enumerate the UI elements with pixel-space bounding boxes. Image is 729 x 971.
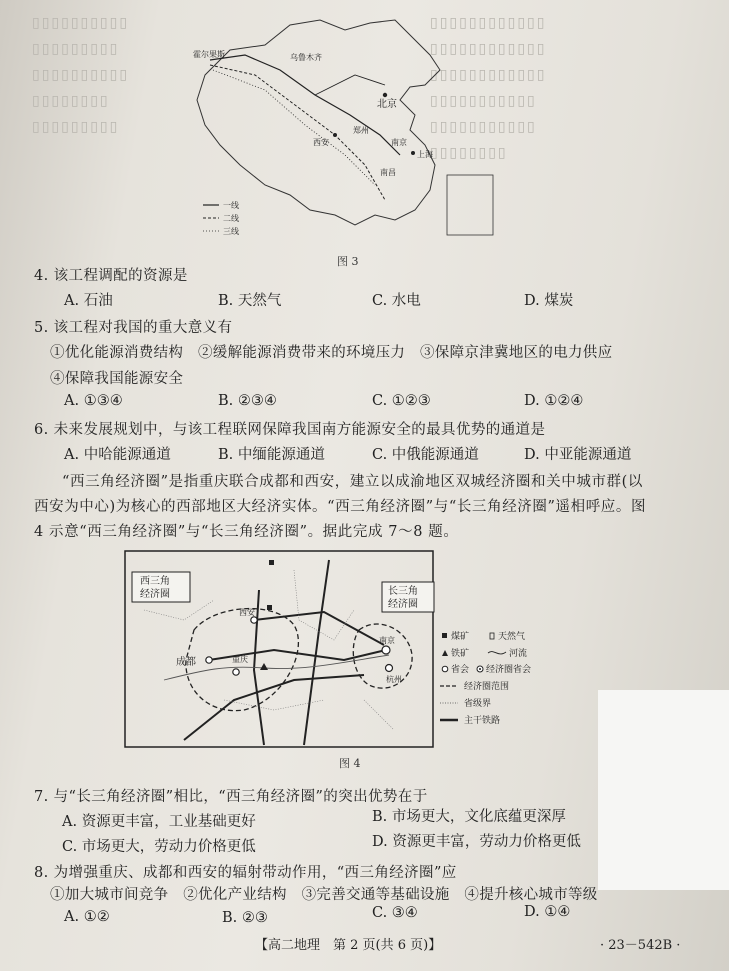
south-sea-inset	[447, 175, 493, 235]
q8-option-b[interactable]: B. ②③	[222, 910, 268, 926]
q7-option-a[interactable]: A. 资源更丰富，工业基础更好	[62, 814, 256, 830]
page-footer-center: 【高二地理 第 2 页(共 6 页)】	[255, 938, 442, 953]
label-beijing: 北京	[377, 99, 397, 110]
bleed-through-right: ▯▯▯▯▯▯▯▯▯▯▯▯ ▯▯▯▯▯▯▯▯▯▯▯▯ ▯▯▯▯▯▯▯▯▯▯▯▯ ▯▯▯▯▯▯▯▯▯▯▯ ▯▯▯▯▯▯▯▯▯▯▯ ▯▯▯▯▯▯▯▯	[430, 15, 547, 161]
figure3-map	[185, 15, 515, 250]
q6-option-b[interactable]: B. 中缅能源通道	[218, 447, 325, 463]
q4-option-b[interactable]: B. 天然气	[218, 293, 282, 309]
q8-option-a[interactable]: A. ①②	[64, 909, 110, 925]
q4-option-a[interactable]: A. 石油	[64, 293, 113, 309]
figure4-caption: 图 4	[339, 757, 361, 770]
q8-stem: 8. 为增强重庆、成都和西安的辐射带动作用，“西三角经济圈”应	[34, 865, 457, 881]
q7-option-b[interactable]: B. 市场更大，文化底蕴更深厚	[372, 809, 566, 825]
legend-circle-capital: 经济圈省会	[486, 665, 532, 675]
city-xian	[251, 617, 257, 623]
q5-option-d[interactable]: D. ①②④	[524, 393, 584, 409]
passage-line2: 西安为中心)为核心的西部地区大经济实体。“西三角经济圈”与“长三角经济圈”遥相呼应。图	[34, 499, 647, 515]
railway-3	[184, 675, 364, 740]
pipeline-branch-north	[315, 75, 385, 95]
label-nanjing: 南京	[391, 138, 407, 147]
label-xian-fig4: 西安	[239, 608, 255, 617]
label-zhengzhou: 郑州	[353, 126, 369, 135]
legend-line-2: 二线	[223, 214, 239, 223]
box-east-line1: 长三角	[388, 586, 418, 597]
city-hangzhou	[386, 665, 393, 672]
figure4-map	[124, 550, 534, 750]
pipeline-line-3	[213, 70, 375, 185]
city-nanjing	[382, 646, 390, 654]
railway-4	[304, 560, 329, 745]
q6-option-d[interactable]: D. 中亚能源通道	[524, 447, 632, 463]
legend-capital: 省会	[451, 665, 470, 675]
q8-option-d[interactable]: D. ①④	[524, 904, 571, 920]
legend-line-3: 三线	[223, 227, 239, 236]
box-west-line1: 西三角	[140, 576, 170, 587]
label-urumqi: 乌鲁木齐	[290, 53, 322, 62]
label-chongqing-fig4: 重庆	[232, 655, 248, 664]
box-east-line2: 经济圈	[388, 599, 418, 610]
q7-option-d[interactable]: D. 资源更丰富，劳动力价格更低	[372, 834, 581, 850]
city-chengdu	[206, 657, 212, 663]
label-nanchang: 南昌	[380, 168, 396, 177]
q5-option-b[interactable]: B. ②③④	[218, 393, 277, 409]
q4-option-c[interactable]: C. 水电	[372, 293, 421, 309]
label-hangzhou-fig4: 杭州	[386, 675, 402, 684]
q6-stem: 6. 未来发展规划中，与该工程联网保障我国南方能源安全的最具优势的通道是	[34, 422, 546, 438]
box-west-line2: 经济圈	[140, 589, 170, 600]
figure3-caption: 图 3	[337, 255, 359, 268]
q5-items-line2: ④保障我国能源安全	[50, 371, 184, 387]
q5-stem: 5. 该工程对我国的重大意义有	[34, 320, 233, 336]
city-dot-xian	[333, 133, 337, 137]
legend-iron: 铁矿	[451, 649, 470, 659]
q8-items: ①加大城市间竞争 ②优化产业结构 ③完善交通等基础设施 ④提升核心城市等级	[50, 887, 598, 903]
q6-option-c[interactable]: C. 中俄能源通道	[372, 447, 479, 463]
legend-circle-range: 经济圈范围	[464, 682, 510, 692]
label-xian: 西安	[313, 138, 329, 147]
bleed-through-left: ▯▯▯▯▯▯▯▯▯▯ ▯▯▯▯▯▯▯▯▯ ▯▯▯▯▯▯▯▯▯▯ ▯▯▯▯▯▯▯▯ ▯▯▯▯▯▯▯▯▯	[32, 15, 130, 135]
q4-option-d[interactable]: D. 煤炭	[524, 293, 574, 309]
iron-mine-marker	[260, 663, 268, 670]
legend-coal: 煤矿	[451, 632, 470, 642]
label-chengdu-fig4: 成都	[176, 657, 196, 668]
pipeline-line-1	[210, 55, 400, 155]
legend-province-border: 省级界	[464, 699, 492, 709]
coal-mine-marker-2	[269, 560, 274, 565]
label-nanjing-fig4: 南京	[379, 636, 395, 645]
q8-option-c[interactable]: C. ③④	[372, 905, 418, 921]
city-dot-shanghai	[411, 151, 415, 155]
q5-option-a[interactable]: A. ①③④	[64, 393, 123, 409]
coal-mine-marker	[267, 605, 272, 610]
label-khorgas: 霍尔果斯	[193, 50, 225, 59]
q7-option-c[interactable]: C. 市场更大，劳动力价格更低	[62, 839, 256, 855]
light-glare	[598, 690, 729, 890]
legend-river: 河流	[509, 649, 528, 659]
q5-items-line1: ①优化能源消费结构 ②缓解能源消费带来的环境压力 ③保障京津冀地区的电力供应	[50, 345, 613, 361]
label-shanghai: 上海	[417, 150, 433, 159]
passage-line3: 4 示意“西三角经济圈”与“长三角经济圈”。据此完成 7～8 题。	[34, 524, 459, 540]
legend-line-1: 一线	[223, 201, 239, 210]
q6-option-a[interactable]: A. 中哈能源通道	[64, 447, 171, 463]
city-dot-beijing	[383, 93, 387, 97]
passage-line1: “西三角经济圈”是指重庆联合成都和西安，建立以成渝地区双城经济圈和关中城市群(以	[62, 474, 643, 490]
page-footer-code: · 23－542B ·	[600, 938, 681, 953]
q4-stem: 4. 该工程调配的资源是	[34, 268, 188, 284]
city-chongqing	[233, 669, 239, 675]
legend-gas: 天然气	[498, 632, 526, 642]
legend-railway: 主干铁路	[464, 716, 501, 726]
q7-stem: 7. 与“长三角经济圈”相比，“西三角经济圈”的突出优势在于	[34, 789, 428, 805]
q5-option-c[interactable]: C. ①②③	[372, 393, 431, 409]
